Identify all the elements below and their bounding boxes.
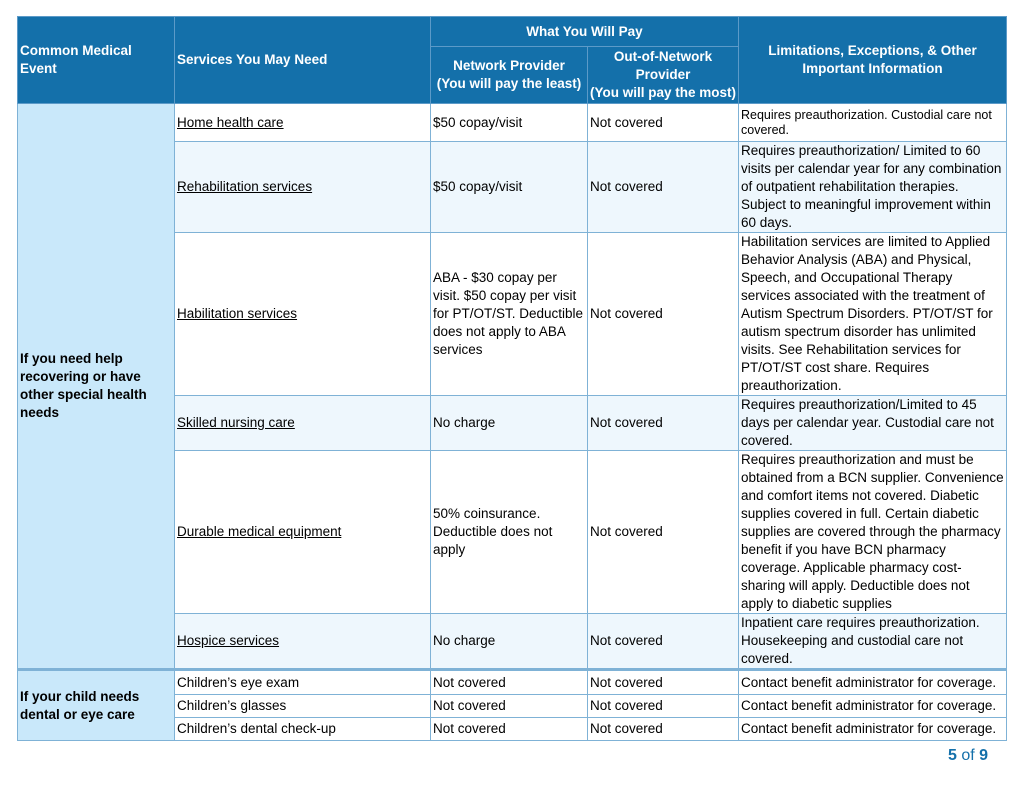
header-network-provider: Network Provider (You will pay the least) — [431, 47, 588, 104]
service-cell: Skilled nursing care — [175, 396, 431, 451]
event-child-dental-eye: If your child needs dental or eye care — [18, 670, 175, 741]
limits-cell: Requires preauthorization/ Limited to 60 visits per calendar year for any combination of outpatient rehabilitation therapies. Subject to meaningful improvement within 60 days. — [739, 142, 1007, 233]
oon-cell: Not covered — [588, 614, 739, 670]
oon-cell: Not covered — [588, 695, 739, 718]
event-recovering: If you need help recovering or have other special health needs — [18, 104, 175, 670]
oon-cell: Not covered — [588, 718, 739, 741]
service-cell: Rehabilitation services — [175, 142, 431, 233]
header-limitations: Limitations, Exceptions, & Other Important Information — [739, 17, 1007, 104]
limits-cell: Requires preauthorization and must be obtained from a BCN supplier. Convenience and comfort items not covered. Diabetic supplies covered in full. Certain diabetic supplies are covered through the pharmacy benefit if you have BCN pharmacy coverage. Applicable pharmacy cost-sharing will apply. Deductible does not apply to diabetic supplies — [739, 451, 1007, 614]
header-common-medical-event: Common Medical Event — [18, 17, 175, 104]
oon-cell: Not covered — [588, 451, 739, 614]
header-services: Services You May Need — [175, 17, 431, 104]
page-current: 5 — [948, 747, 957, 764]
limits-cell: Inpatient care requires preauthorization. Housekeeping and custodial care not covered. — [739, 614, 1007, 670]
oon-cell: Not covered — [588, 142, 739, 233]
network-cell: Not covered — [431, 695, 588, 718]
page-number — [948, 747, 988, 765]
service-cell: Children’s eye exam — [175, 670, 431, 695]
network-cell: $50 copay/visit — [431, 104, 588, 142]
service-cell: Hospice services — [175, 614, 431, 670]
service-cell: Durable medical equipment — [175, 451, 431, 614]
network-cell: No charge — [431, 614, 588, 670]
header-what-you-will-pay: What You Will Pay — [431, 17, 739, 47]
network-cell: 50% coinsurance. Deductible does not apply — [431, 451, 588, 614]
table-row — [18, 670, 1007, 695]
table-row — [18, 104, 1007, 142]
oon-cell: Not covered — [588, 233, 739, 396]
header-out-of-network: Out-of-Network Provider (You will pay the most) — [588, 47, 739, 104]
limits-cell: Contact benefit administrator for coverage. — [739, 670, 1007, 695]
network-cell: Not covered — [431, 718, 588, 741]
oon-cell: Not covered — [588, 104, 739, 142]
limits-cell: Contact benefit administrator for coverage. — [739, 718, 1007, 741]
limits-cell: Requires preauthorization/Limited to 45 days per calendar year. Custodial care not covered. — [739, 396, 1007, 451]
oon-cell: Not covered — [588, 396, 739, 451]
service-cell: Home health care — [175, 104, 431, 142]
service-cell: Children’s glasses — [175, 695, 431, 718]
limits-cell: Requires preauthorization. Custodial care not covered. — [739, 104, 1007, 142]
service-cell: Children’s dental check-up — [175, 718, 431, 741]
service-cell: Habilitation services — [175, 233, 431, 396]
network-cell: No charge — [431, 396, 588, 451]
page-of: of — [961, 747, 975, 764]
oon-cell: Not covered — [588, 670, 739, 695]
limits-cell: Habilitation services are limited to Applied Behavior Analysis (ABA) and Physical, Speech, and Occupational Therapy services associated with the treatment of Autism Spectrum Disorders. PT/OT/ST for autism spectrum disorder has unlimited visits. See Rehabilitation services for PT/OT/ST cost share. Requires preauthorization. — [739, 233, 1007, 396]
page-total: 9 — [979, 747, 989, 764]
network-cell: Not covered — [431, 670, 588, 695]
benefits-table — [17, 16, 1007, 741]
limits-cell: Contact benefit administrator for coverage. — [739, 695, 1007, 718]
network-cell: ABA - $30 copay per visit. $50 copay per visit for PT/OT/ST. Deductible does not apply to ABA services — [431, 233, 588, 396]
network-cell: $50 copay/visit — [431, 142, 588, 233]
